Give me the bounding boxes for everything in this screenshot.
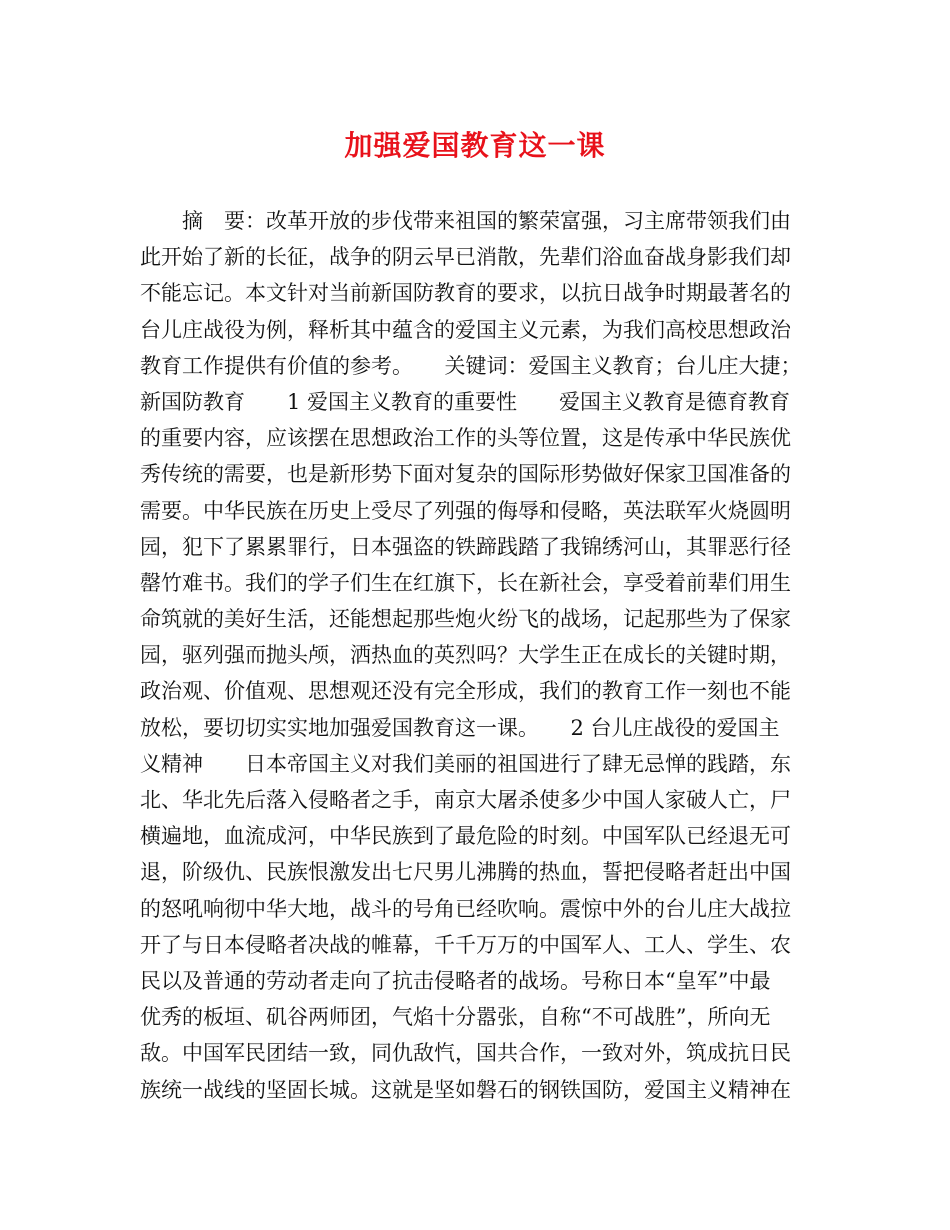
- body-text-line: 秀传统的需要，也是新形势下面对复杂的国际形势做好保家卫国准备的: [140, 462, 791, 487]
- document-body: [140, 203, 830, 1108]
- body-text-line: 政治观、价值观、思想观还没有完全形成，我们的教育工作一刻也不能: [140, 679, 791, 704]
- body-text-line: 园，驱列强而抛头颅，洒热血的英烈吗？大学生正在成长的关键时期，: [140, 643, 791, 668]
- body-text-line: 罄竹难书。我们的学子们生在红旗下，长在新社会，享受着前辈们用生: [140, 570, 791, 595]
- body-text-line: 不能忘记。本文针对当前新国防教育的要求，以抗日战争时期最著名的: [140, 281, 791, 306]
- body-text-line: 优秀的板垣、矶谷两师团，气焰十分嚣张，自称“不可战胜”，所向无: [140, 1005, 771, 1030]
- body-text-line: 退，阶级仇、民族恨激发出七尺男儿沸腾的热血，誓把侵略者赶出中国: [140, 860, 791, 885]
- body-text-line: 新国防教育 1 爱国主义教育的重要性 爱国主义教育是德育教育: [140, 389, 791, 414]
- body-text-line: 教育工作提供有价值的参考。 关键词：爱国主义教育；台儿庄大捷；: [140, 353, 802, 378]
- body-text-line: 命筑就的美好生活，还能想起那些炮火纷飞的战场，记起那些为了保家: [140, 607, 791, 632]
- body-text-line: 北、华北先后落入侵略者之手，南京大屠杀使多少中国人家破人亡，尸: [140, 788, 791, 812]
- body-text-line: 的怒吼响彻中华大地，战斗的号角已经吹响。震惊中外的台儿庄大战拉: [140, 896, 791, 921]
- body-text-line: 敌。中国军民团结一致，同仇敌忾，国共合作，一致对外，筑成抗日民: [140, 1041, 791, 1066]
- body-text-line: 开了与日本侵略者决战的帷幕，千千万万的中国军人、工人、学生、农: [140, 932, 791, 957]
- body-text-line: 摘 要：改革开放的步伐带来祖国的繁荣富强，习主席带领我们由: [140, 209, 791, 233]
- body-text-line: 族统一战线的坚固长城。这就是坚如磐石的钢铁国防，爱国主义精神在: [140, 1077, 791, 1102]
- body-text-line: 需要。中华民族在历史上受尽了列强的侮辱和侵略，英法联军火烧圆明: [140, 498, 791, 523]
- body-text-line: 园，犯下了累累罪行，日本强盗的铁蹄践踏了我锦绣河山，其罪恶行径: [140, 534, 791, 559]
- body-text-line: 此开始了新的长征，战争的阴云早已消散，先辈们浴血奋战身影我们却: [140, 245, 791, 270]
- body-text-line: 民以及普通的劳动者走向了抗击侵略者的战场。号称日本“皇军”中最: [140, 968, 771, 993]
- body-text-line: 的重要内容，应该摆在思想政治工作的头等位置，这是传承中华民族优: [140, 426, 791, 451]
- body-text-line: 横遍地，血流成河，中华民族到了最危险的时刻。中国军队已经退无可: [140, 824, 791, 849]
- body-text-line: 义精神 日本帝国主义对我们美丽的祖国进行了肆无忌惮的践踏，东: [140, 751, 791, 776]
- document-title: 加强爱国教育这一课: [344, 129, 606, 162]
- body-text-line: 台儿庄战役为例，释析其中蕴含的爱国主义元素，为我们高校思想政治: [140, 317, 791, 342]
- body-text-line: 放松，要切切实实地加强爱国教育这一课。 2 台儿庄战役的爱国主: [140, 715, 780, 740]
